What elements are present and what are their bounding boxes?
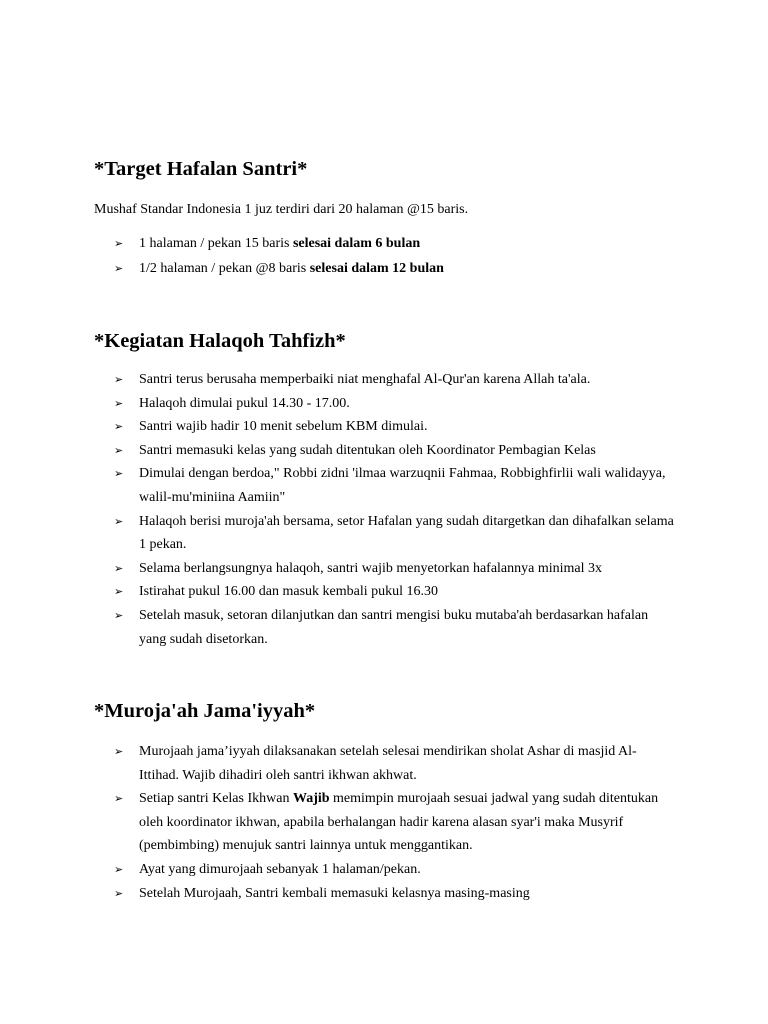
arrow-bullet-icon: ➢ bbox=[114, 608, 124, 622]
arrow-bullet-icon: ➢ bbox=[114, 396, 124, 410]
target-list bbox=[0, 232, 768, 280]
item-text: Santri wajib hadir 10 menit sebelum KBM dimulai. bbox=[139, 419, 428, 435]
item-text: Halaqoh dimulai pukul 14.30 - 17.00. bbox=[139, 395, 350, 411]
arrow-bullet-icon: ➢ bbox=[114, 585, 124, 599]
arrow-bullet-icon: ➢ bbox=[114, 261, 124, 275]
arrow-bullet-icon: ➢ bbox=[114, 862, 124, 876]
item-text: Ayat yang dimurojaah sebanyak 1 halaman/pekan. bbox=[139, 861, 421, 877]
kegiatan-list bbox=[0, 368, 768, 651]
item-text: Santri terus berusaha memperbaiki niat menghafal Al-Qur'an karena Allah ta'ala. bbox=[139, 372, 591, 387]
list-item bbox=[0, 604, 674, 651]
list-item bbox=[0, 510, 674, 557]
item-text: Setelah Murojaah, Santri kembali memasuki kelasnya masing-masing bbox=[139, 885, 530, 901]
arrow-bullet-icon: ➢ bbox=[114, 467, 124, 481]
item-text: Istirahat pukul 16.00 dan masuk kembali pukul 16.30 bbox=[139, 584, 439, 600]
list-item bbox=[0, 882, 674, 906]
arrow-bullet-icon: ➢ bbox=[114, 886, 124, 900]
heading-murojaah-jamaiyyah: *Muroja'ah Jama'iyyah* bbox=[94, 700, 316, 722]
item-bold: selesai dalam 6 bulan bbox=[292, 236, 421, 251]
item-text: memimpin murojaah sesuai jadwal yang sudah ditentukan oleh koordinator ikhwan, apabila berhalangan hadir karena alasan syar'i maka Musyrif (pembimbing) menujuk santri lainnya untuk menggantikan. bbox=[139, 791, 659, 854]
list-item bbox=[0, 557, 674, 581]
list-item bbox=[0, 232, 674, 256]
list-item bbox=[0, 368, 674, 392]
arrow-bullet-icon: ➢ bbox=[114, 443, 124, 457]
item-bold: selesai dalam 12 bulan bbox=[309, 260, 444, 276]
item-text: Dimulai dengan berdoa," Robbi zidni 'ilmaa warzuqnii Fahmaa, Robbighfirlii wali walidayya, walil-mu'miniina Aamiin" bbox=[139, 466, 666, 505]
list-item bbox=[0, 740, 674, 787]
murojaah-list bbox=[0, 740, 768, 905]
list-item bbox=[0, 392, 674, 416]
item-text: Selama berlangsungnya halaqoh, santri wajib menyetorkan hafalannya minimal 3x bbox=[139, 560, 603, 576]
list-item bbox=[0, 257, 674, 281]
intro-mushaf: Mushaf Standar Indonesia 1 juz terdiri dari 20 halaman @15 baris. bbox=[94, 202, 469, 217]
list-item bbox=[0, 415, 674, 439]
list-item bbox=[0, 439, 674, 463]
item-text: Santri memasuki kelas yang sudah ditentukan oleh Koordinator Pembagian Kelas bbox=[139, 442, 596, 458]
list-item bbox=[0, 787, 674, 858]
arrow-bullet-icon: ➢ bbox=[114, 420, 124, 434]
arrow-bullet-icon: ➢ bbox=[114, 237, 124, 250]
item-text: 1/2 halaman / pekan @8 baris bbox=[139, 260, 310, 276]
item-text: Setiap santri Kelas Ikhwan bbox=[139, 791, 293, 807]
arrow-bullet-icon: ➢ bbox=[114, 514, 124, 528]
list-item bbox=[0, 462, 674, 509]
item-text: Halaqoh berisi muroja'ah bersama, setor Hafalan yang sudah ditargetkan dan dihafalkan selama 1 pekan. bbox=[139, 513, 674, 553]
item-text: 1 halaman / pekan 15 baris bbox=[139, 236, 293, 251]
item-text: Setelah masuk, setoran dilanjutkan dan santri mengisi buku mutaba'ah berdasarkan hafalan yang sudah disetorkan. bbox=[139, 607, 649, 647]
item-bold: Wajib bbox=[292, 791, 330, 807]
arrow-bullet-icon: ➢ bbox=[114, 373, 124, 386]
arrow-bullet-icon: ➢ bbox=[114, 745, 124, 758]
list-item bbox=[0, 580, 674, 604]
heading-target-hafalan: *Target Hafalan Santri* bbox=[94, 158, 308, 180]
item-text: Murojaah jama’iyyah dilaksanakan setelah selesai mendirikan sholat Ashar di masjid Al-Ittihad. Wajib dihadiri oleh santri ikhwan akhwat. bbox=[139, 744, 637, 783]
list-item bbox=[0, 858, 674, 882]
heading-kegiatan-halaqoh: *Kegiatan Halaqoh Tahfizh* bbox=[94, 330, 346, 352]
arrow-bullet-icon: ➢ bbox=[114, 792, 124, 806]
arrow-bullet-icon: ➢ bbox=[114, 561, 124, 575]
